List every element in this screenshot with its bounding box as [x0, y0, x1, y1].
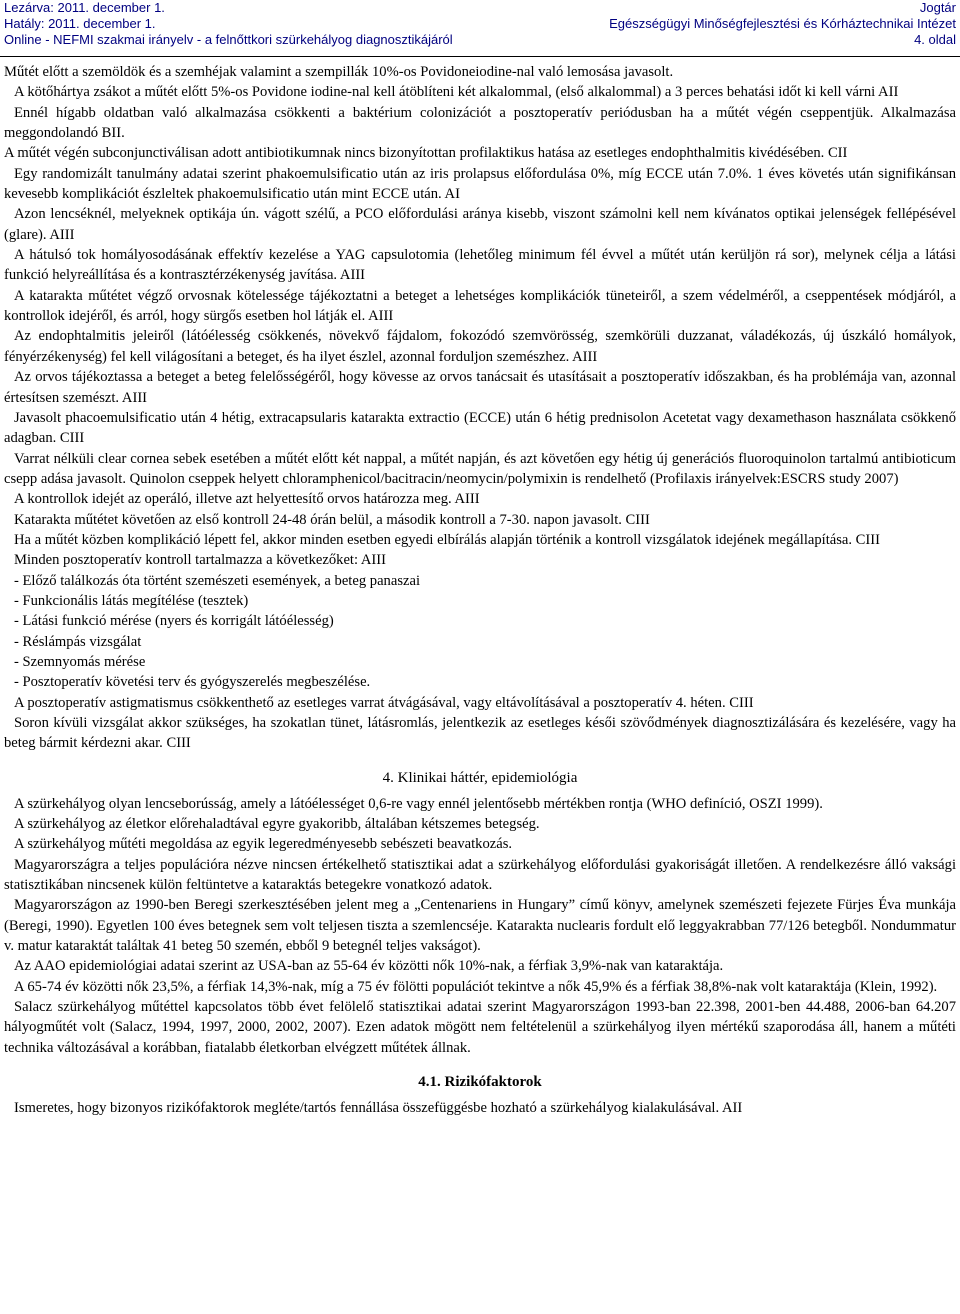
- header-closed-date: Lezárva: 2011. december 1.: [4, 0, 165, 15]
- paragraph: Salacz szürkehályog műtéttel kapcsolatos több évet felölelő statisztikai adatai szerint Magyarországon 1993-ban 22.398, 2001-ben 44.488, 2006-ban 64.207 hályogműtét volt (Salacz, 1994, 1997, 2000, 2002, 2007). Ezen adatok mögött nem feltételenül a szürkehályog ilyen mértékű szaporodása áll, hanem a műtéti technika változásával a korábban, fiatalabb életkorban elvégzett műtétek állnak.: [4, 999, 956, 1056]
- paragraph: A katarakta műtétet végző orvosnak kötelessége tájékoztatni a beteget a lehetséges komplikációk tüneteiről, a szem védelméről, a cseppentések módjáról, a kontrollok idejéről, és arról, hogy sürgős esetben hol látják el. AIII: [4, 287, 956, 325]
- document-body: [4, 62, 956, 1119]
- list-item: - Szemnyomás mérése: [14, 653, 146, 670]
- paragraph: A szürkehályog az életkor előrehaladtával egyre gyakoribb, általában kétszemes betegség.: [14, 816, 540, 833]
- paragraph: Magyarországon az 1990-ben Beregi szerkesztésében jelent meg a „Centenariens in Hungary” című könyv, amelynek szemészeti fejezete Fürjes Éva munkája (Beregi, 1990). Egyetlen 100 éves betegnek sem volt teljesen tiszta a szemlencséje. Katarakta nuclearis fordult elő leggyakrabban 77/126 betegből. Nondummatur v. matur kataraktát találtak 41 beteg 50 szemén, ebből 9 betegnél teljes vakságot).: [4, 897, 956, 955]
- header-page-number: 4. oldal: [914, 32, 956, 47]
- list-item: - Posztoperatív követési terv és gyógyszerelés megbeszélése.: [14, 674, 371, 691]
- paragraph: Azon lencséknél, melyeknek optikája ún. vágott szélű, a PCO előfordulási aránya kisebb, viszont számolni kell nem kívánatos optikai jelenségek fellépésével (glare). AIII: [4, 206, 956, 243]
- paragraph: Az AAO epidemiológiai adatai szerint az USA-ban az 55-64 év közötti nők 10%-nak, a férfiak 3,9%-nak van kataraktája.: [14, 958, 724, 975]
- paragraph: A kötőhártya zsákot a műtét előtt 5%-os Povidone iodine-nal kell átöblíteni két alkalommal, (első alkalommal) a 3 perces behatási időt ki kell várni AII: [14, 84, 899, 101]
- header-left: [4, 0, 453, 48]
- paragraph: A műtét végén subconjunctiválisan adott antibiotikumnak nincs bizonyítottan profilaktikus hatása az esetleges endophthalmitis kivédésében. CII: [4, 145, 848, 162]
- paragraph: Minden posztoperatív kontroll tartalmazza a következőket: AIII: [14, 552, 387, 569]
- paragraph: Katarakta műtétet követően az első kontroll 24-48 órán belül, a második kontroll a 7-30. napon javasolt. CIII: [14, 511, 650, 528]
- paragraph: Az orvos tájékoztassa a beteget a beteg felelősségéről, hogy kövesse az orvos tanácsait és utasításait a posztoperatív időszakban, és ha problémája van, azonnal értesítsen szemészt. AIII: [4, 369, 956, 406]
- header-publisher: Jogtár: [919, 0, 956, 15]
- page-header: [4, 0, 956, 50]
- list-item: - Funkcionális látás megítélése (tesztek): [14, 592, 249, 609]
- subsection-heading: 4.1. Rizikófaktorok: [418, 1074, 542, 1091]
- paragraph: Ismeretes, hogy bizonyos rizikófaktorok megléte/tartós fennállása összefüggésbe hozható a szürkehályog kialakulásával. AII: [14, 1100, 743, 1117]
- paragraph: A szürkehályog műtéti megoldása az egyik legeredményesebb sebészeti beavatkozás.: [14, 836, 513, 853]
- paragraph: Soron kívüli vizsgálat akkor szükséges, ha szokatlan tünet, látásromlás, jelentkezik az esetleges késői szövődmények diagnosztizálására és kezelésére, vagy ha beteg bármit kérdezni akar. CIII: [4, 715, 956, 752]
- header-document-title: Online - NEFMI szakmai irányelv - a felnőttkori szürkehályog diagnosztikájáról: [4, 32, 453, 47]
- checklist: [4, 571, 956, 693]
- paragraph: Javasolt phacoemulsificatio után 4 hétig, extracapsularis katarakta extractio (ECCE) után 6 hétig prednisolon Acetetat vagy dexamethason használata csökkenő adagban. CIII: [4, 409, 956, 447]
- list-item: - Réslámpás vizsgálat: [14, 633, 142, 650]
- paragraph: Egy randomizált tanulmány adatai szerint phakoemulsificatio után az iris prolapsus előfordulása 0%, míg ECCE után 7.0%. 1 éves követés után signifikánsan kevesebb komplikációt észleltek phakoemulsificatio után mint ECCE után. AI: [4, 165, 956, 203]
- paragraph: Ennél hígabb oldatban való alkalmazása csökkenti a baktérium colonizációt a posztoperatív periódusban ha a műtét végén cseppentjük. Alkalmazása meggondolandó BII.: [4, 104, 956, 142]
- paragraph: Műtét előtt a szemöldök és a szemhéjak valamint a szempillák 10%-os Povidoneiodine-nal való lemosása javasolt.: [4, 64, 674, 80]
- header-effective-date: Hatály: 2011. december 1.: [4, 16, 156, 31]
- paragraph: Magyarországra a teljes populációra nézve nincsen értékelhető statisztikai adat a szürkehályog előfordulási gyakoriságát illetően. A rendelkezésre álló vaksági statisztikában nincsenek külön feltüntetve a kataraktás betegekre vonatkozó adatok.: [4, 856, 956, 894]
- section-heading: 4. Klinikai háttér, epidemiológia: [382, 769, 578, 786]
- paragraph: Ha a műtét közben komplikáció lépett fel, akkor minden esetben egyedi elbírálás alapján történik a kontroll vizsgálatok idejének megállapítása. CIII: [14, 531, 880, 548]
- paragraph: Az endophtalmitis jeleiről (látóélesség csökkenés, növekvő fájdalom, fokozódó szemvörösség, szemkörüli duzzanat, váladékozás, új úszkáló homályok, fényérzékenység) fel kell világosítani a beteget, és ha ilyet észlel, azonnal forduljon szemészhez. AIII: [4, 328, 956, 365]
- list-item: - Látási funkció mérése (nyers és korrigált látóélesség): [14, 613, 334, 630]
- paragraph: A posztoperatív astigmatismus csökkenthető az esetleges varrat átvágásával, vagy eltávolításával a posztoperatív 4. héten. CIII: [14, 694, 754, 711]
- paragraph: A szürkehályog olyan lencseborússág, amely a látóélességet 0,6-re vagy ennél jelentősebb mértékben rontja (WHO definíció, OSZI 1999).: [14, 795, 823, 812]
- header-right: [609, 0, 956, 48]
- paragraph: A hátulsó tok homályosodásának effektív kezelése a YAG capsulotomia (lehetőleg minimum fél évvel a műtét után kerüljön rá sor), melynek célja a látási funkció helyreállítása és a kontrasztérzékenység javítása. AIII: [4, 247, 956, 284]
- list-item: - Előző találkozás óta történt szemészeti események, a beteg panaszai: [14, 572, 421, 589]
- paragraph: A 65-74 év közötti nők 23,5%, a férfiak 14,3%-nak, míg a 75 év fölötti populációt tekintve a nők 45,9% és a férfiak 38,8%-nak volt kataraktája (Klein, 1992).: [14, 978, 938, 995]
- paragraph: A kontrollok idejét az operáló, illetve azt helyettesítő orvos határozza meg. AIII: [14, 491, 480, 508]
- paragraph: Varrat nélküli clear cornea sebek esetében a műtét előtt két nappal, a műtét napján, és azt követően egy hétig új generációs fluoroquinolon tartalmú antibioticum csepp adása javasolt. Quinolon cseppek helyett chloramphenicol/bacitracin/neomycin/polymixin is rendelhető (Profilaxis irányelvek:ESCRS study 2007): [4, 450, 956, 487]
- header-divider: [0, 56, 960, 57]
- header-institute: Egészségügyi Minőségfejlesztési és Kórháztechnikai Intézet: [609, 16, 956, 31]
